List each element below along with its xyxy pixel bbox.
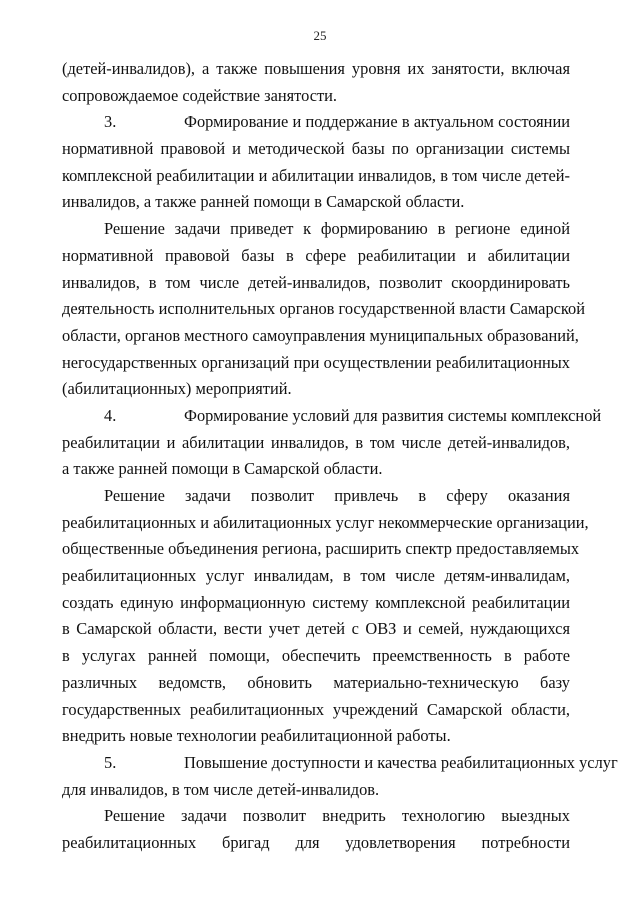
text-line: реабилитационных и абилитационных услуг некоммерческие организации,	[62, 512, 589, 532]
text-fragment: Формирование и поддержание в актуальном состоянии	[184, 112, 570, 132]
paragraph-solution-5	[62, 803, 570, 856]
text-line: (детей-инвалидов), а также повышения уровня их занятости, включая	[62, 59, 570, 78]
text-fragment: Формирование условий для развития системы комплексной	[184, 405, 602, 425]
text-line: в услугах ранней помощи, обеспечить преемственность в работе	[62, 646, 570, 666]
text-line: комплексной реабилитации и абилитации инвалидов, в том числе детей-	[62, 165, 570, 185]
text-line: внедрить новые технологии реабилитационной работы.	[62, 726, 451, 746]
paragraph-item-3	[62, 109, 570, 216]
text-line	[62, 109, 570, 136]
item-number: 4.	[104, 405, 117, 425]
paragraph-solution-4	[62, 483, 589, 750]
text-line: негосударственных организаций при осуществлении реабилитационных	[62, 352, 570, 372]
text-line: в Самарской области, вести учет детей с ОВЗ и семей, нуждающихся	[62, 619, 570, 639]
text-line: реабилитации и абилитации инвалидов, в том числе детей-инвалидов,	[62, 432, 570, 452]
text-fragment: Повышение доступности и качества реабилитационных услуг	[184, 752, 618, 772]
text-line: государственных реабилитационных учреждений Самарской области,	[62, 699, 570, 719]
text-line: создать единую информационную систему комплексной реабилитации	[62, 592, 570, 612]
text-line: Решение задачи позволит внедрить технологию выездных	[104, 806, 570, 826]
text-line: Решение задачи приведет к формированию в регионе единой	[104, 219, 570, 239]
text-line: нормативной правовой и методической базы по организации системы	[62, 139, 570, 159]
text-line: для инвалидов, в том числе детей-инвалидов.	[62, 779, 380, 799]
text-line: нормативной правовой базы в сфере реабилитации и абилитации	[62, 245, 570, 265]
paragraph-continuation	[62, 56, 570, 109]
item-number: 3.	[104, 112, 117, 132]
document-body	[62, 56, 618, 857]
text-line: инвалидов, в том числе детей-инвалидов, позволит скоординировать	[62, 272, 570, 292]
text-line: (абилитационных) мероприятий.	[62, 379, 292, 399]
item-number: 5.	[104, 752, 117, 772]
text-line: различных ведомств, обновить материально-техническую базу	[62, 672, 570, 692]
text-line: реабилитационных бригад для удовлетворения потребности	[62, 832, 570, 852]
text-line: области, органов местного самоуправления муниципальных образований,	[62, 325, 579, 345]
text-line: Решение задачи позволит привлечь в сферу оказания	[104, 486, 570, 505]
paragraph-solution-3	[62, 216, 586, 403]
page-number: 25	[313, 28, 327, 43]
text-line: деятельность исполнительных органов государственной власти Самарской	[62, 299, 586, 319]
paragraph-item-4	[62, 403, 602, 483]
text-line: сопровождаемое содействие занятости.	[62, 85, 338, 105]
text-line: инвалидов, а также ранней помощи в Самарской области.	[62, 192, 465, 212]
text-line: реабилитационных услуг инвалидам, в том числе детям-инвалидам,	[62, 566, 570, 586]
text-line: а также ранней помощи в Самарской области.	[62, 459, 383, 479]
text-line: общественные объединения региона, расширить спектр предоставляемых	[62, 539, 580, 559]
text-line	[62, 750, 618, 777]
paragraph-item-5	[62, 750, 618, 803]
text-line	[62, 403, 602, 430]
